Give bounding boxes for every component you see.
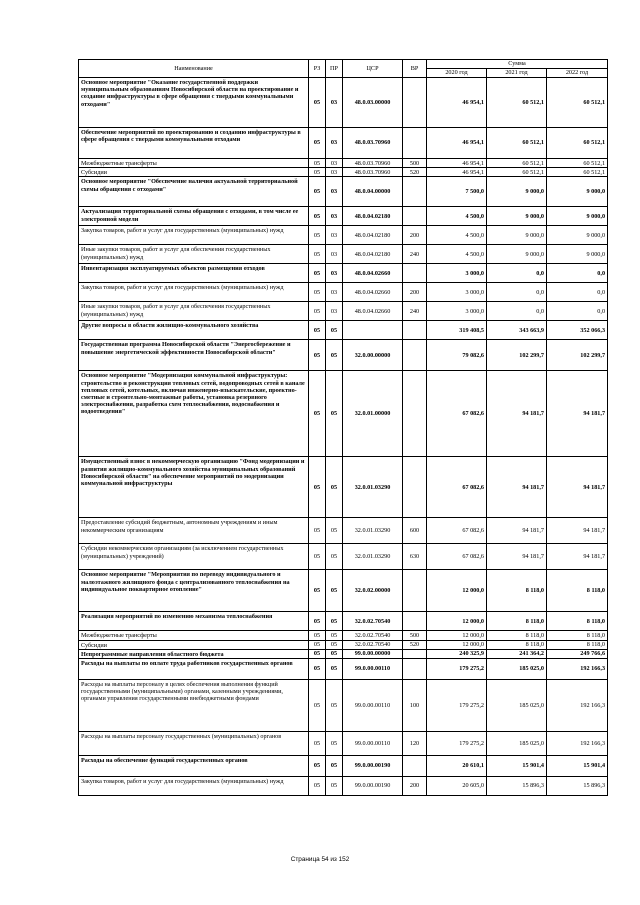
table-row bbox=[79, 159, 608, 168]
cell-rz: 05 bbox=[309, 128, 326, 159]
cell-rz: 05 bbox=[309, 340, 326, 371]
cell-2020: 20 610,1 bbox=[427, 756, 487, 777]
cell-2021: 94 181,7 bbox=[487, 518, 547, 544]
cell-rz: 05 bbox=[309, 226, 326, 245]
cell-2020: 46 954,1 bbox=[427, 159, 487, 168]
table-row bbox=[79, 612, 608, 631]
cell-name: Государственная программа Новосибирской области "Энергосбережение и повышение энергетической эффективности Новосибирской области" bbox=[79, 340, 309, 371]
cell-rz: 05 bbox=[309, 245, 326, 264]
cell-vr bbox=[403, 340, 427, 371]
cell-vr bbox=[403, 78, 427, 128]
cell-name: Закупка товаров, работ и услуг для государственных (муниципальных) нужд bbox=[79, 777, 309, 796]
table-row bbox=[79, 777, 608, 796]
cell-pr: 05 bbox=[326, 631, 343, 640]
cell-2021: 8 118,0 bbox=[487, 640, 547, 649]
cell-2020: 46 954,1 bbox=[427, 168, 487, 177]
cell-2020: 20 605,0 bbox=[427, 777, 487, 796]
cell-2021: 94 181,7 bbox=[487, 371, 547, 457]
cell-2022: 192 166,3 bbox=[547, 732, 608, 756]
cell-vr bbox=[403, 264, 427, 283]
cell-2021: 0,0 bbox=[487, 283, 547, 302]
cell-vr: 200 bbox=[403, 283, 427, 302]
cell-pr: 03 bbox=[326, 207, 343, 226]
cell-rz: 05 bbox=[309, 777, 326, 796]
cell-pr: 03 bbox=[326, 283, 343, 302]
cell-2021: 9 000,0 bbox=[487, 226, 547, 245]
cell-vr bbox=[403, 756, 427, 777]
cell-csr: 48.0.03.70960 bbox=[343, 159, 403, 168]
cell-name: Основное мероприятие "Мероприятия по переводу индивидуального и малоэтажного жилищного фонда с централизованного теплоснабжения на индивидуальное поквартирное отопление" bbox=[79, 570, 309, 612]
table-row bbox=[79, 680, 608, 732]
table-row bbox=[79, 340, 608, 371]
cell-rz: 05 bbox=[309, 302, 326, 321]
cell-rz: 05 bbox=[309, 640, 326, 649]
cell-2020: 67 082,6 bbox=[427, 544, 487, 570]
cell-2021: 0,0 bbox=[487, 264, 547, 283]
cell-name: Расходы на обеспечение функций государственных органов bbox=[79, 756, 309, 777]
table-row bbox=[79, 732, 608, 756]
cell-2020: 46 954,1 bbox=[427, 78, 487, 128]
cell-name: Субсидии bbox=[79, 640, 309, 649]
table-body bbox=[79, 78, 608, 796]
cell-vr: 630 bbox=[403, 544, 427, 570]
cell-name: Актуализация территориальной схемы обращения с отходами, в том числе ее электронной модели bbox=[79, 207, 309, 226]
cell-csr: 99.0.00.00110 bbox=[343, 659, 403, 680]
cell-2020: 179 275,2 bbox=[427, 680, 487, 732]
cell-name: Инвентаризация эксплуатируемых объектов размещения отходов bbox=[79, 264, 309, 283]
cell-2020: 179 275,2 bbox=[427, 732, 487, 756]
cell-2021: 15 901,4 bbox=[487, 756, 547, 777]
cell-2020: 12 000,0 bbox=[427, 570, 487, 612]
cell-2022: 192 166,3 bbox=[547, 680, 608, 732]
table-row bbox=[79, 264, 608, 283]
cell-2020: 240 325,9 bbox=[427, 649, 487, 658]
cell-pr: 03 bbox=[326, 78, 343, 128]
cell-vr: 100 bbox=[403, 680, 427, 732]
table-row bbox=[79, 207, 608, 226]
cell-rz: 05 bbox=[309, 570, 326, 612]
cell-csr: 32.0.02.00000 bbox=[343, 570, 403, 612]
cell-pr: 05 bbox=[326, 544, 343, 570]
cell-name: Основное мероприятие "Обеспечение наличия актуальной территориальной схемы обращения с отходами" bbox=[79, 177, 309, 207]
cell-name: Субсидии bbox=[79, 168, 309, 177]
cell-2022: 60 512,1 bbox=[547, 128, 608, 159]
cell-2022: 8 118,0 bbox=[547, 631, 608, 640]
cell-vr: 520 bbox=[403, 640, 427, 649]
cell-2021: 8 118,0 bbox=[487, 570, 547, 612]
cell-2022: 94 181,7 bbox=[547, 457, 608, 518]
cell-vr: 200 bbox=[403, 226, 427, 245]
cell-rz: 05 bbox=[309, 659, 326, 680]
cell-2022: 8 118,0 bbox=[547, 570, 608, 612]
cell-csr: 99.0.00.00190 bbox=[343, 756, 403, 777]
cell-2020: 319 408,5 bbox=[427, 321, 487, 340]
cell-csr: 32.0.02.70540 bbox=[343, 612, 403, 631]
cell-2020: 12 000,0 bbox=[427, 640, 487, 649]
cell-csr: 99.0.00.00110 bbox=[343, 680, 403, 732]
cell-pr: 05 bbox=[326, 732, 343, 756]
cell-vr bbox=[403, 128, 427, 159]
header-2020: 2020 год bbox=[427, 69, 487, 78]
cell-pr: 03 bbox=[326, 302, 343, 321]
cell-rz: 05 bbox=[309, 371, 326, 457]
table-row bbox=[79, 570, 608, 612]
cell-2022: 15 901,4 bbox=[547, 756, 608, 777]
cell-rz: 05 bbox=[309, 457, 326, 518]
header-csr: ЦСР bbox=[343, 60, 403, 78]
cell-name: Реализация мероприятий по изменению механизма теплоснабжения bbox=[79, 612, 309, 631]
cell-rz: 05 bbox=[309, 168, 326, 177]
header-2021: 2021 год bbox=[487, 69, 547, 78]
cell-pr: 03 bbox=[326, 128, 343, 159]
cell-pr: 03 bbox=[326, 245, 343, 264]
table-row bbox=[79, 544, 608, 570]
cell-pr: 03 bbox=[326, 226, 343, 245]
cell-csr: 48.0.04.00000 bbox=[343, 177, 403, 207]
cell-2021: 9 000,0 bbox=[487, 245, 547, 264]
cell-2020: 4 500,0 bbox=[427, 207, 487, 226]
cell-2021: 60 512,1 bbox=[487, 159, 547, 168]
cell-csr: 48.0.04.02180 bbox=[343, 226, 403, 245]
cell-csr: 48.0.03.70960 bbox=[343, 128, 403, 159]
cell-2022: 8 118,0 bbox=[547, 612, 608, 631]
cell-pr: 05 bbox=[326, 777, 343, 796]
cell-2021: 8 118,0 bbox=[487, 631, 547, 640]
cell-2020: 67 082,6 bbox=[427, 371, 487, 457]
cell-2021: 15 896,3 bbox=[487, 777, 547, 796]
cell-vr bbox=[403, 457, 427, 518]
cell-vr bbox=[403, 371, 427, 457]
header-2022: 2022 год bbox=[547, 69, 608, 78]
cell-vr: 200 bbox=[403, 777, 427, 796]
cell-2020: 12 000,0 bbox=[427, 631, 487, 640]
cell-2022: 94 181,7 bbox=[547, 371, 608, 457]
table-row bbox=[79, 226, 608, 245]
cell-rz: 05 bbox=[309, 177, 326, 207]
cell-pr: 05 bbox=[326, 680, 343, 732]
cell-2021: 185 025,0 bbox=[487, 659, 547, 680]
cell-2021: 60 512,1 bbox=[487, 168, 547, 177]
cell-name: Основное мероприятие "Оказание государственной поддержки муниципальным образованиям Новосибирской области на проектирование и создание инфраструктуры в сфере обращения с твердыми коммунальными отходами" bbox=[79, 78, 309, 128]
cell-2022: 9 000,0 bbox=[547, 177, 608, 207]
cell-pr: 05 bbox=[326, 457, 343, 518]
cell-vr bbox=[403, 321, 427, 340]
table-row bbox=[79, 302, 608, 321]
cell-2021: 60 512,1 bbox=[487, 128, 547, 159]
cell-rz: 05 bbox=[309, 518, 326, 544]
cell-2020: 3 000,0 bbox=[427, 302, 487, 321]
table-row bbox=[79, 659, 608, 680]
cell-csr: 48.0.03.00000 bbox=[343, 78, 403, 128]
cell-vr bbox=[403, 570, 427, 612]
cell-pr: 05 bbox=[326, 659, 343, 680]
cell-2020: 46 954,1 bbox=[427, 128, 487, 159]
cell-vr bbox=[403, 612, 427, 631]
cell-2022: 8 118,0 bbox=[547, 640, 608, 649]
cell-vr bbox=[403, 207, 427, 226]
cell-pr: 05 bbox=[326, 570, 343, 612]
table-row bbox=[79, 321, 608, 340]
cell-2020: 3 000,0 bbox=[427, 283, 487, 302]
cell-pr: 05 bbox=[326, 321, 343, 340]
cell-name: Субсидии некоммерческим организациям (за исключением государственных (муниципальных) учреждений) bbox=[79, 544, 309, 570]
cell-name: Иные закупки товаров, работ и услуг для обеспечения государственных (муниципальных) нужд bbox=[79, 245, 309, 264]
cell-rz: 05 bbox=[309, 159, 326, 168]
cell-2022: 60 512,1 bbox=[547, 78, 608, 128]
cell-2022: 352 066,3 bbox=[547, 321, 608, 340]
cell-2021: 343 663,9 bbox=[487, 321, 547, 340]
cell-rz: 05 bbox=[309, 321, 326, 340]
cell-2020: 4 500,0 bbox=[427, 226, 487, 245]
cell-csr: 48.0.04.02180 bbox=[343, 207, 403, 226]
cell-2022: 102 299,7 bbox=[547, 340, 608, 371]
header-sum: Сумма bbox=[427, 60, 608, 69]
table-row bbox=[79, 78, 608, 128]
cell-csr bbox=[343, 321, 403, 340]
cell-2021: 241 364,2 bbox=[487, 649, 547, 658]
cell-2022: 192 166,3 bbox=[547, 659, 608, 680]
cell-vr: 500 bbox=[403, 631, 427, 640]
cell-csr: 99.0.00.00110 bbox=[343, 732, 403, 756]
cell-csr: 32.0.01.00000 bbox=[343, 371, 403, 457]
cell-2020: 7 500,0 bbox=[427, 177, 487, 207]
table-row bbox=[79, 245, 608, 264]
cell-vr bbox=[403, 177, 427, 207]
page-footer: Страница 54 из 152 bbox=[290, 856, 350, 863]
cell-2021: 9 000,0 bbox=[487, 207, 547, 226]
cell-vr bbox=[403, 649, 427, 658]
cell-2020: 67 082,6 bbox=[427, 457, 487, 518]
cell-vr: 500 bbox=[403, 159, 427, 168]
cell-name: Расходы на выплаты персоналу государственных (муниципальных) органов bbox=[79, 732, 309, 756]
cell-name: Расходы на выплаты персоналу в целях обеспечения выполнения функций государственными (муниципальными) органами, казенными учреждениями, органами управления государственными внебюджетными фондами bbox=[79, 680, 309, 732]
cell-name: Расходы на выплаты по оплате труда работников государственных органов bbox=[79, 659, 309, 680]
cell-2020: 12 000,0 bbox=[427, 612, 487, 631]
cell-rz: 05 bbox=[309, 756, 326, 777]
cell-rz: 05 bbox=[309, 612, 326, 631]
cell-csr: 99.0.00.00000 bbox=[343, 649, 403, 658]
cell-name: Основное мероприятие "Модернизация коммунальной инфраструктуры: строительство и реконструкция тепловых сетей, водопроводных сетей в канале тепловых сетей, котельных, включая инженерно-изыскательские, проектно-сметные и строительно-монтажные работы, установка резервного электроснабжения, разработка схем теплоснабжения, водоснабжения и водоотведения" bbox=[79, 371, 309, 457]
cell-2020: 4 500,0 bbox=[427, 245, 487, 264]
cell-2022: 0,0 bbox=[547, 283, 608, 302]
table-row bbox=[79, 128, 608, 159]
cell-2022: 15 896,3 bbox=[547, 777, 608, 796]
cell-2020: 67 082,6 bbox=[427, 518, 487, 544]
cell-2021: 60 512,1 bbox=[487, 78, 547, 128]
cell-pr: 05 bbox=[326, 649, 343, 658]
table-row bbox=[79, 649, 608, 658]
cell-vr: 240 bbox=[403, 245, 427, 264]
cell-2021: 8 118,0 bbox=[487, 612, 547, 631]
header-name: Наименование bbox=[79, 60, 309, 78]
cell-csr: 32.0.01.03290 bbox=[343, 518, 403, 544]
cell-2021: 9 000,0 bbox=[487, 177, 547, 207]
table-row bbox=[79, 457, 608, 518]
cell-name: Обеспечение мероприятий по проектированию и созданию инфраструктуры в сфере обращения с твердыми коммунальными отходами bbox=[79, 128, 309, 159]
table-row bbox=[79, 168, 608, 177]
cell-pr: 05 bbox=[326, 340, 343, 371]
budget-document bbox=[78, 59, 607, 796]
table-row bbox=[79, 631, 608, 640]
cell-name: Непрограммные направления областного бюджета bbox=[79, 649, 309, 658]
table-header-row bbox=[79, 60, 608, 69]
cell-name: Межбюджетные трансферты bbox=[79, 159, 309, 168]
cell-rz: 05 bbox=[309, 264, 326, 283]
cell-2022: 0,0 bbox=[547, 302, 608, 321]
cell-pr: 03 bbox=[326, 159, 343, 168]
table-row bbox=[79, 177, 608, 207]
cell-name: Предоставление субсидий бюджетным, автономным учреждениям и иным некоммерческим организациям bbox=[79, 518, 309, 544]
table-row bbox=[79, 371, 608, 457]
cell-2022: 9 000,0 bbox=[547, 207, 608, 226]
cell-2021: 94 181,7 bbox=[487, 544, 547, 570]
cell-2022: 0,0 bbox=[547, 264, 608, 283]
cell-2022: 94 181,7 bbox=[547, 518, 608, 544]
cell-2021: 185 025,0 bbox=[487, 680, 547, 732]
cell-pr: 05 bbox=[326, 640, 343, 649]
cell-csr: 32.0.01.03290 bbox=[343, 457, 403, 518]
header-rz: РЗ bbox=[309, 60, 326, 78]
cell-name: Имущественный взнос в некоммерческую организацию "Фонд модернизации и развития жилищно-коммунального хозяйства муниципальных образований Новосибирской области" на обеспечение мероприятий по модернизации коммунальной инфраструктуры bbox=[79, 457, 309, 518]
cell-pr: 03 bbox=[326, 264, 343, 283]
cell-vr: 120 bbox=[403, 732, 427, 756]
cell-2022: 94 181,7 bbox=[547, 544, 608, 570]
cell-name: Межбюджетные трансферты bbox=[79, 631, 309, 640]
cell-vr: 520 bbox=[403, 168, 427, 177]
table-row bbox=[79, 756, 608, 777]
cell-2020: 179 275,2 bbox=[427, 659, 487, 680]
cell-2020: 79 082,6 bbox=[427, 340, 487, 371]
cell-vr: 600 bbox=[403, 518, 427, 544]
cell-csr: 32.0.02.70540 bbox=[343, 640, 403, 649]
cell-2022: 249 766,6 bbox=[547, 649, 608, 658]
header-vr: ВР bbox=[403, 60, 427, 78]
cell-2022: 60 512,1 bbox=[547, 168, 608, 177]
cell-name: Другие вопросы в области жилищно-коммунального хозяйства bbox=[79, 321, 309, 340]
cell-2020: 3 000,0 bbox=[427, 264, 487, 283]
cell-name: Закупка товаров, работ и услуг для государственных (муниципальных) нужд bbox=[79, 283, 309, 302]
cell-csr: 48.0.04.02660 bbox=[343, 302, 403, 321]
cell-2021: 185 025,0 bbox=[487, 732, 547, 756]
cell-rz: 05 bbox=[309, 283, 326, 302]
cell-name: Иные закупки товаров, работ и услуг для обеспечения государственных (муниципальных) нужд bbox=[79, 302, 309, 321]
cell-csr: 48.0.04.02660 bbox=[343, 264, 403, 283]
cell-csr: 32.0.01.03290 bbox=[343, 544, 403, 570]
cell-rz: 05 bbox=[309, 631, 326, 640]
cell-csr: 32.0.02.70540 bbox=[343, 631, 403, 640]
cell-csr: 32.0.00.00000 bbox=[343, 340, 403, 371]
cell-rz: 05 bbox=[309, 649, 326, 658]
header-pr: ПР bbox=[326, 60, 343, 78]
cell-name: Закупка товаров, работ и услуг для государственных (муниципальных) нужд bbox=[79, 226, 309, 245]
cell-2022: 9 000,0 bbox=[547, 245, 608, 264]
cell-pr: 05 bbox=[326, 756, 343, 777]
cell-rz: 05 bbox=[309, 544, 326, 570]
cell-rz: 05 bbox=[309, 732, 326, 756]
cell-2022: 60 512,1 bbox=[547, 159, 608, 168]
cell-2021: 0,0 bbox=[487, 302, 547, 321]
cell-csr: 48.0.03.70960 bbox=[343, 168, 403, 177]
cell-pr: 05 bbox=[326, 612, 343, 631]
cell-pr: 03 bbox=[326, 168, 343, 177]
table-row bbox=[79, 640, 608, 649]
cell-rz: 05 bbox=[309, 78, 326, 128]
cell-csr: 48.0.04.02180 bbox=[343, 245, 403, 264]
cell-rz: 05 bbox=[309, 207, 326, 226]
budget-table bbox=[78, 59, 608, 796]
cell-pr: 05 bbox=[326, 518, 343, 544]
cell-vr: 240 bbox=[403, 302, 427, 321]
cell-csr: 99.0.00.00190 bbox=[343, 777, 403, 796]
table-row bbox=[79, 518, 608, 544]
cell-pr: 03 bbox=[326, 177, 343, 207]
cell-2021: 102 299,7 bbox=[487, 340, 547, 371]
cell-2022: 9 000,0 bbox=[547, 226, 608, 245]
cell-pr: 05 bbox=[326, 371, 343, 457]
cell-csr: 48.0.04.02660 bbox=[343, 283, 403, 302]
table-row bbox=[79, 283, 608, 302]
cell-vr bbox=[403, 659, 427, 680]
cell-rz: 05 bbox=[309, 680, 326, 732]
cell-2021: 94 181,7 bbox=[487, 457, 547, 518]
